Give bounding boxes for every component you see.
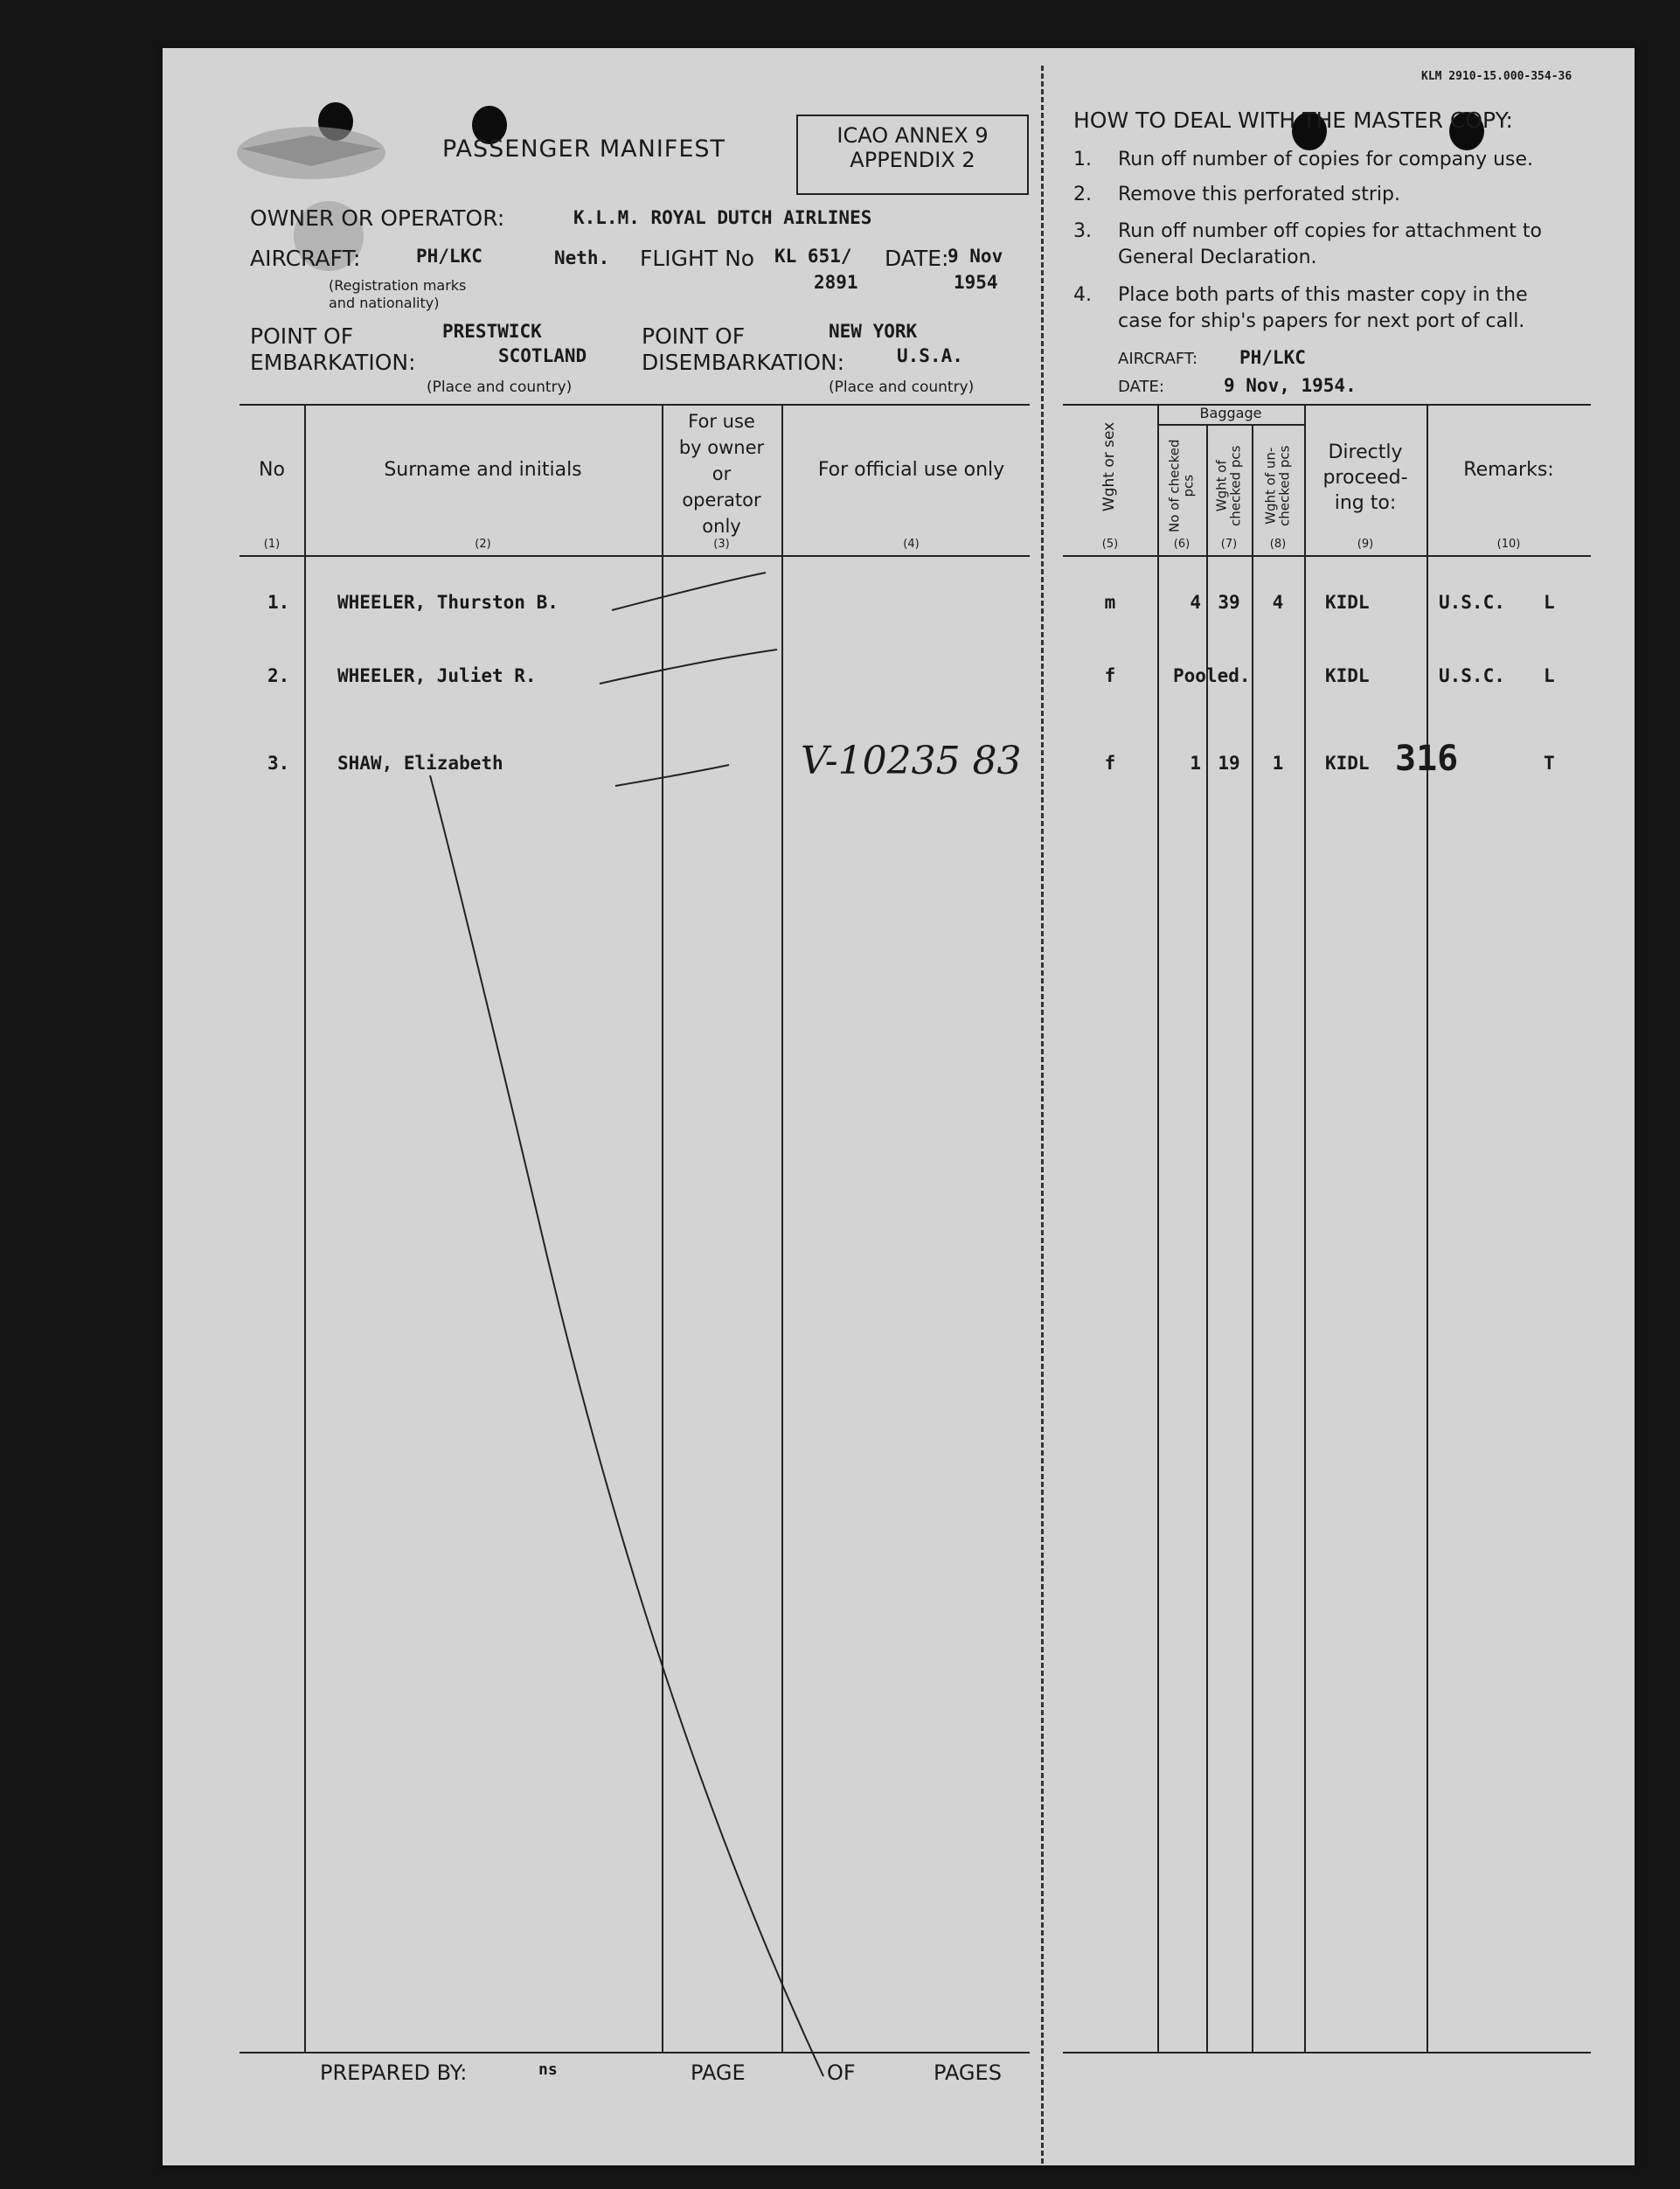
step-number: 1. [1073,149,1092,170]
col-header-official: For official use only [817,459,1005,481]
prepared-by-value: ns [538,2060,558,2079]
owner-use-line: For use [688,411,755,432]
prepared-by-label: PREPARED BY: [320,2060,468,2085]
remarks-code: T [1544,753,1555,774]
manifest-page [163,48,1635,2165]
embarkation-place: PRESTWICK [442,321,542,342]
col-number: (1) [263,538,281,551]
step-text: Run off number of copies for company use. [1118,149,1534,170]
checked-pieces: 4 [1190,592,1201,613]
col-header-name: Surname and initials [384,459,582,481]
row-number: 2. [267,665,290,686]
checked-weight: 39 [1218,592,1240,613]
embarkation-label-2: EMBARKATION: [250,350,416,375]
col-header-no-checked: No of checked pcs [1166,439,1196,533]
master-copy-title: HOW TO DEAL WITH THE MASTER COPY: [1073,108,1513,133]
passenger-name: WHEELER, Juliet R. [337,665,537,686]
owner-use-line: operator [682,490,761,511]
disembarkation-note: (Place and country) [829,379,975,396]
remarks: U.S.C. [1439,665,1505,686]
flight-number: KL 651/ [774,246,852,267]
manifest-title: PASSENGER MANIFEST [442,136,726,163]
owner-use-line: only [702,516,741,537]
page-label: PAGE [691,2060,746,2085]
step-number: 4. [1073,284,1092,306]
disembarkation-country: U.S.A. [897,345,963,366]
icao-annex: ICAO ANNEX 9 [837,123,989,148]
passenger-sex: f [1104,753,1116,774]
nationality-note: and nationality) [329,295,440,311]
form-code: KLM 2910-15.000-354-36 [1421,70,1572,83]
destination: KIDL [1325,753,1370,774]
date-year: 1954 [954,272,998,293]
col-number: (5) [1101,538,1119,551]
step-text-cont: case for ship's papers for next port of call. [1118,310,1525,332]
step-number: 2. [1073,184,1092,205]
col-number: (7) [1220,538,1238,551]
col-header-wght-unchecked: Wght of un-checked pcs [1262,445,1292,526]
aircraft-nationality: Neth. [554,247,610,268]
destination: KIDL [1325,665,1370,686]
col-number: (3) [713,538,730,551]
flight-label: FLIGHT No [640,246,755,271]
passenger-name: SHAW, Elizabeth [337,753,503,774]
strip-date-label: DATE: [1118,378,1164,396]
checked-weight: 19 [1218,753,1240,774]
strip-date-value: 9 Nov, 1954. [1224,375,1357,396]
row-number: 3. [267,753,290,774]
checked-weight: Pooled. [1173,665,1251,686]
step-text: Run off number off copies for attachment to [1118,220,1542,242]
embarkation-note: (Place and country) [427,379,573,396]
strip-aircraft-value: PH/LKC [1239,347,1306,368]
date-value: 9 Nov [948,246,1003,267]
owner-use-line: by owner [678,437,765,458]
date-label: DATE: [885,246,949,271]
row-number: 1. [267,592,290,613]
owner-value: K.L.M. ROYAL DUTCH AIRLINES [573,207,872,228]
directly-line: proceed- [1322,467,1408,489]
embarkation-country: SCOTLAND [498,345,587,366]
unchecked-weight: 1 [1272,753,1284,774]
col-number: (6) [1173,538,1191,551]
remarks-code: L [1544,592,1555,613]
step-number: 3. [1073,220,1092,242]
embarkation-label-1: POINT OF [250,323,354,349]
col-number: (2) [475,538,491,551]
checked-pieces: 1 [1190,753,1201,774]
remarks-number: 316 [1395,739,1459,779]
col-header-no: No [259,459,285,481]
col-number: (8) [1269,538,1287,551]
col-header-remarks: Remarks: [1463,459,1554,481]
flight-number-2: 2891 [814,272,858,293]
directly-line: ing to: [1334,492,1397,514]
col-header-sex: Wght or sex [1100,421,1119,512]
icao-appendix: APPENDIX 2 [850,148,975,172]
disembarkation-label-1: POINT OF [642,323,746,349]
official-visa-number: V-10235 83 [801,739,1022,783]
col-header-wght-checked: Wght of checked pcs [1213,445,1243,526]
directly-line: Directly [1328,441,1403,463]
strip-aircraft-label: AIRCRAFT: [1118,350,1198,368]
remarks: U.S.C. [1439,592,1505,613]
remarks-code: L [1544,665,1555,686]
passenger-sex: f [1104,665,1116,686]
step-text: Remove this perforated strip. [1118,184,1401,205]
step-text-cont: General Declaration. [1118,247,1317,268]
owner-label: OWNER OR OPERATOR: [250,205,505,231]
col-number: (4) [903,538,920,551]
passenger-sex: m [1104,592,1116,613]
pages-label: PAGES [934,2060,1002,2085]
destination: KIDL [1325,592,1370,613]
step-text: Place both parts of this master copy in the [1118,284,1528,306]
owner-use-line: or [712,463,732,484]
col-number: (10) [1496,538,1521,551]
col-number: (9) [1357,538,1374,551]
aircraft-registration: PH/LKC [416,246,482,267]
of-label: OF [827,2060,856,2085]
aircraft-label: AIRCRAFT: [250,246,361,271]
disembarkation-label-2: DISEMBARKATION: [642,350,845,375]
registration-note: (Registration marks [329,277,467,294]
pen-strokes [163,48,1635,2165]
disembarkation-place: NEW YORK [829,321,918,342]
col-header-baggage: Baggage [1199,405,1262,421]
unchecked-weight: 4 [1272,592,1284,613]
passenger-name: WHEELER, Thurston B. [337,592,559,613]
